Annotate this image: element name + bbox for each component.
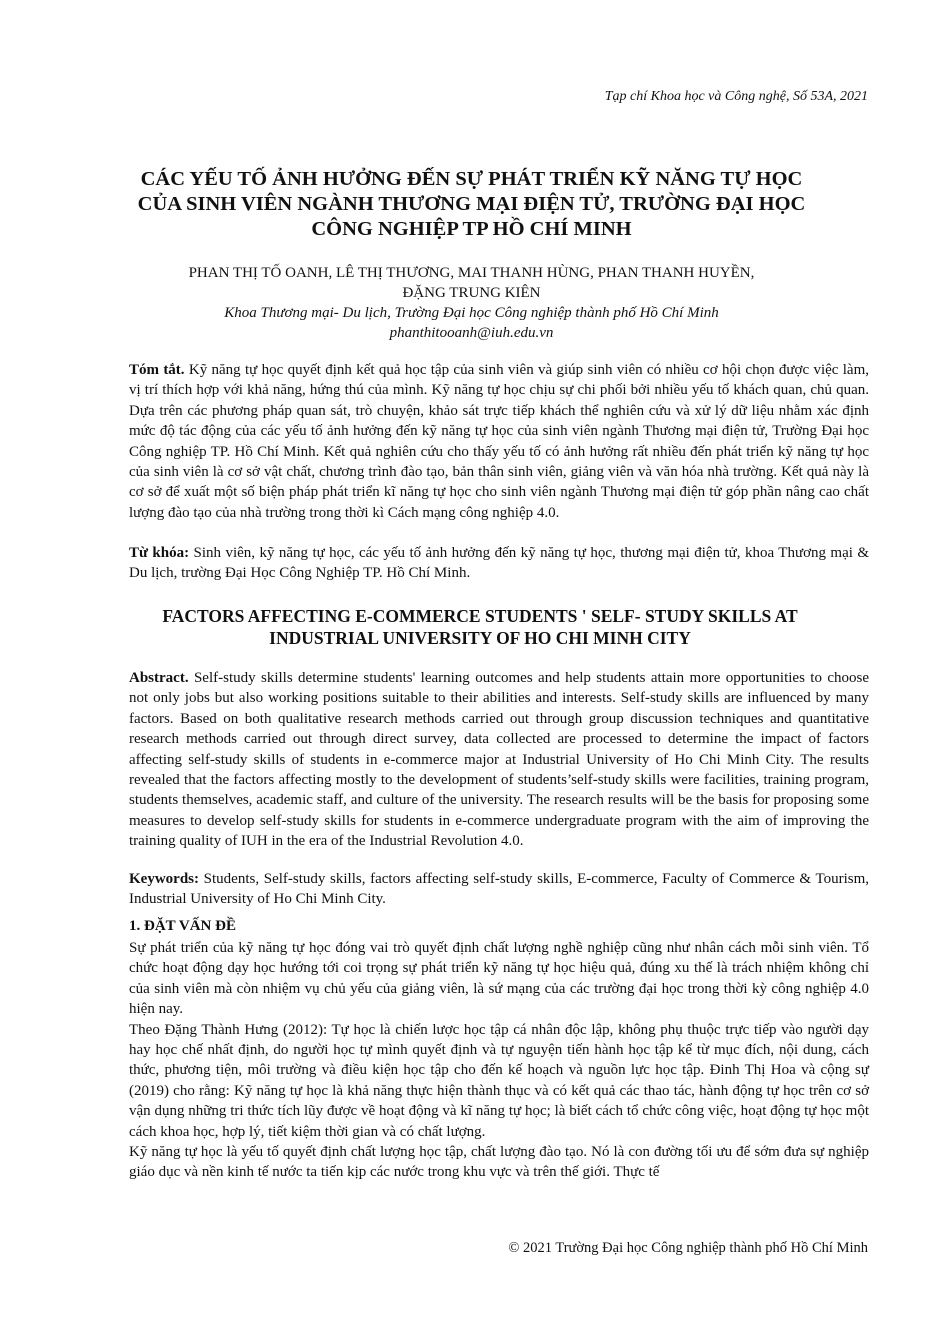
abstract-en-text: Self-study skills determine students' learning outcomes and help students attain more opportunities to choose not only jobs but also working positions suitable to their abilities and interests. Self-study skills are influenced by many factors. Based on both qualitative research methods carried out through group discussion techniques and quantitative research methods carried out through direct survey, data collected are processed to determine the impact of factors affecting self-study skills of students in e-commerce major at Industrial University of Ho Chi Minh City. The results revealed that the factors affecting mostly to the development of students’self-study skills were facilities, training program, students themselves, academic staff, and culture of the university. The research results will be the basis for proposing some measures to develop self-study skills for students in e-commerce undergraduate program with the aim of improving the training quality of IUH in the era of the Industrial Revolution 4.0.	[129, 670, 869, 850]
abstract-vi-text: Kỹ năng tự học quyết định kết quả học tập của sinh viên và giúp sinh viên có nhiều cơ hội chọn được việc làm, vị trí thích hợp với khả năng, hứng thú của mình. Kỹ năng tự học chịu sự chi phối bởi nhiều yếu tố khách quan, chủ quan. Dựa trên các phương pháp quan sát, trò chuyện, khảo sát trực tiếp khách thể nghiên cứu và xử lý dữ liệu nhằm xác định mức độ tác động của các yếu tố ảnh hưởng đến kỹ năng tự học của sinh viên ngành Thương mại điện tử, Trường Đại học Công nghiệp TP. Hồ Chí Minh. Kết quả nghiên cứu cho thấy yếu tố có ảnh hưởng rất nhiều đến phát triển kỹ năng tự học của sinh viên là cơ sở vật chất, chương trình đào tạo, bản thân sinh viên, giảng viên và văn hóa nhà trường. Kết quả này là cơ sở để xuất một số biện pháp phát triển kĩ năng tự học cho sinh viên ngành Thương mại điện tử góp phần nâng cao chất lượng đào tạo của nhà trường trong thời kì Cách mạng công nghiệp 4.0.	[129, 362, 869, 521]
keywords-english	[129, 869, 869, 910]
abstract-vi-label: Tóm tắt.	[129, 362, 185, 378]
copyright-footer: © 2021 Trường Đại học Công nghiệp thành phố Hồ Chí Minh	[508, 1240, 868, 1256]
author-email: phanthitooanh@iuh.edu.vn	[389, 325, 554, 341]
journal-header: Tạp chí Khoa học và Công nghệ, Số 53A, 2021	[604, 89, 868, 104]
english-title-line: INDUSTRIAL UNIVERSITY OF HO CHI MINH CITY	[269, 628, 691, 648]
paragraph: Sự phát triển của kỹ năng tự học đóng vai trò quyết định chất lượng nghề nghiệp cũng như nhân cách mỗi sinh viên. Tổ chức hoạt động dạy học hướng tới coi trọng sự phát triển kỹ năng tự học hiệu quả, đúng xu thế là trách nhiệm không chỉ của sinh viên mà còn nhiệm vụ chủ yếu của giảng viên, là sứ mạng của các trường đại học trong thời kỳ công nghiệp 4.0 hiện nay.	[129, 940, 869, 1018]
keywords-en-text: Students, Self-study skills, factors affecting self-study skills, E-commerce, Faculty of Commerce & Tourism, Industrial University of Ho Chi Minh City.	[129, 871, 869, 908]
paragraph: Kỹ năng tự học là yếu tố quyết định chất lượng học tập, chất lượng đào tạo. Nó là con đường tối ưu để sớm đưa sự nghiệp giáo dục và nền kinh tế nước ta tiến kịp các nước trong khu vực và trên thế giới. Thực tế	[129, 1144, 869, 1181]
title-line: CÔNG NGHIỆP TP HỒ CHÍ MINH	[311, 218, 632, 240]
paper-title	[100, 167, 843, 242]
paragraph: Theo Đặng Thành Hưng (2012): Tự học là chiến lược học tập cá nhân độc lập, không phụ thuộc trực tiếp vào người dạy hay học chế nhất định, do người học tự mình quyết định và tự nguyện tiến hành học tập kể từ mục đích, nội dung, cách thức, phương tiện, môi trường và điều kiện học tập cho đến kế hoạch và nguồn lực học tập. Đinh Thị Hoa và cộng sự (2019) cho rằng: Kỹ năng tự học là khả năng thực hiện thành thục và có kết quả các thao tác, hành động tự học trên cơ sở vận dụng những tri thức tích lũy được về hoạt động và kĩ năng tự học; là biết cách tổ chức công việc, hoạt động tự học một cách khoa học, hợp lý, tiết kiệm thời gian và có chất lượng.	[129, 1021, 869, 1140]
section-body	[129, 938, 869, 1183]
abstract-english	[129, 668, 869, 852]
author-names: ĐẶNG TRUNG KIÊN	[402, 285, 541, 301]
keywords-en-label: Keywords:	[129, 871, 199, 887]
keywords-vi-text: Sinh viên, kỹ năng tự học, các yếu tố ảnh hưởng đến kỹ năng tự học, thương mại điện tử, khoa Thương mại & Du lịch, trường Đại Học Công Nghiệp TP. Hồ Chí Minh.	[129, 545, 869, 582]
english-title	[100, 605, 860, 649]
abstract-vietnamese	[129, 360, 869, 523]
english-title-line: FACTORS AFFECTING E-COMMERCE STUDENTS ' SELF- STUDY SKILLS AT	[162, 606, 798, 626]
abstract-en-label: Abstract.	[129, 670, 189, 686]
keywords-vietnamese	[129, 543, 869, 584]
author-names: PHAN THỊ TỐ OANH, LÊ THỊ THƯƠNG, MAI THANH HÙNG, PHAN THANH HUYỀN,	[188, 265, 755, 281]
author-block	[100, 263, 843, 343]
section-heading: 1. ĐẶT VẤN ĐỀ	[129, 918, 236, 934]
keywords-vi-label: Từ khóa:	[129, 545, 190, 561]
title-line: CÁC YẾU TỐ ẢNH HƯỞNG ĐẾN SỰ PHÁT TRIỂN KỸ NĂNG TỰ HỌC	[140, 168, 803, 190]
title-line: CỦA SINH VIÊN NGÀNH THƯƠNG MẠI ĐIỆN TỬ, TRƯỜNG ĐẠI HỌC	[137, 193, 806, 215]
affiliation: Khoa Thương mại- Du lịch, Trường Đại học Công nghiệp thành phố Hồ Chí Minh	[224, 305, 719, 321]
